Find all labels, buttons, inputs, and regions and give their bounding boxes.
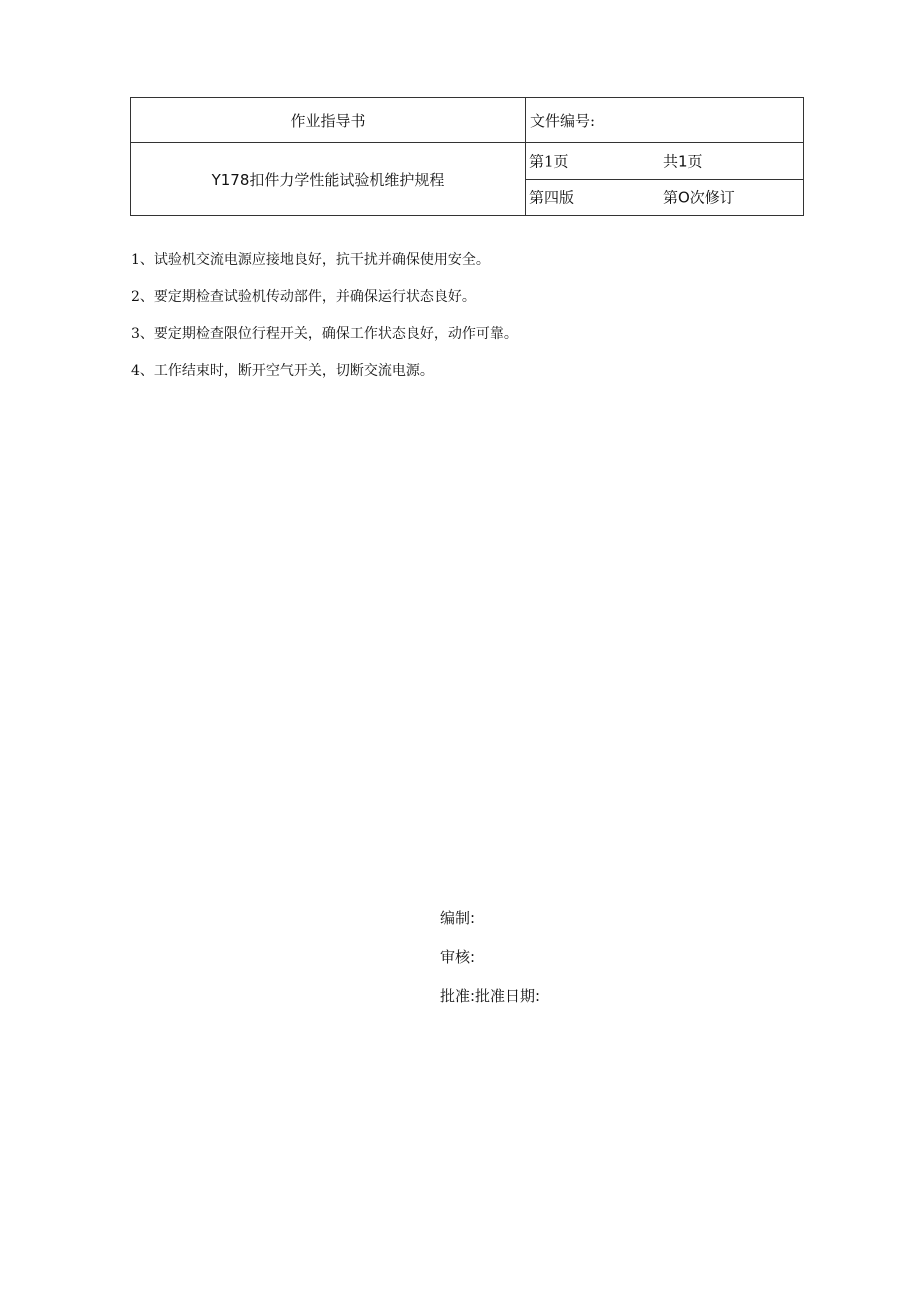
prepared-by-label: 编制: bbox=[440, 909, 476, 927]
page-current: 第1页 bbox=[529, 152, 569, 171]
procedure-title: Y178扣件力学性能试验机维护规程 bbox=[131, 143, 526, 216]
page-total: 共1页 bbox=[663, 152, 703, 171]
step-item: 4、工作结束时，断开空气开关，切断交流电源。 bbox=[131, 363, 434, 379]
step-item: 2、要定期检查试验机传动部件，并确保运行状态良好。 bbox=[131, 289, 476, 305]
header-table bbox=[130, 97, 804, 216]
step-item: 3、要定期检查限位行程开关，确保工作状态良好，动作可靠。 bbox=[131, 326, 518, 342]
edition: 第四版 bbox=[529, 188, 575, 207]
version-info-cell bbox=[526, 179, 804, 216]
doc-number-label: 文件编号: bbox=[526, 98, 804, 143]
maintenance-steps bbox=[131, 248, 518, 396]
approved-by-label: 批准:批准日期: bbox=[440, 987, 541, 1005]
step-item: 1、试验机交流电源应接地良好，抗干扰并确保使用安全。 bbox=[131, 252, 490, 268]
doc-title: 作业指导书 bbox=[131, 98, 526, 143]
page-info-cell bbox=[526, 143, 804, 180]
revision: 第O次修订 bbox=[663, 188, 735, 207]
reviewed-by-label: 审核: bbox=[440, 948, 476, 966]
signature-block bbox=[440, 905, 540, 1022]
